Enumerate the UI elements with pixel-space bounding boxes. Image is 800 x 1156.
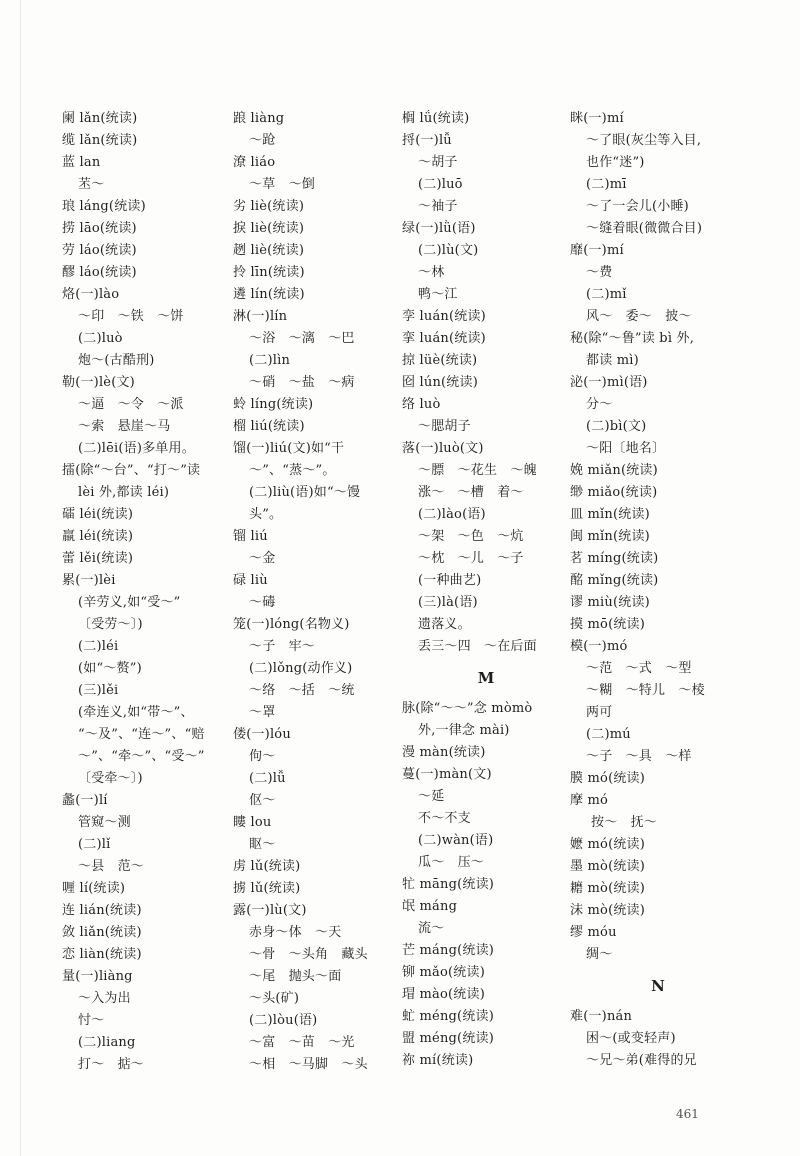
- entry-headword: 氓 máng: [402, 899, 458, 914]
- entry-line: 丢三～四 ～在后面: [418, 639, 537, 654]
- entry-line: ～缝着眼(微微合目): [586, 221, 703, 236]
- entry-line: ～林: [418, 265, 445, 280]
- entry-headword: 膜 mó(统读): [570, 771, 646, 786]
- column-4: [570, 108, 746, 1072]
- entry-headword: 耱 mò(统读): [570, 881, 646, 896]
- entry-headword: 捞 lāo(统读): [62, 221, 137, 236]
- entry-line: (二)mú: [586, 727, 631, 742]
- entry-headword: 沫 mò(统读): [570, 903, 646, 918]
- entry-line: 鸭～江: [418, 287, 458, 302]
- entry-headword: 铆 mǎo(统读): [402, 965, 485, 980]
- entry-headword: 阑 lǎn(统读): [62, 111, 138, 126]
- entry-line: ～腮胡子: [418, 419, 471, 434]
- entry-line: ～索 悬崖～马: [78, 419, 171, 434]
- entry-line: ～络 ～括 ～统: [249, 683, 355, 698]
- entry-line: ～相 ～马脚 ～头: [249, 1057, 368, 1072]
- entry-line: 按～ 抚～: [591, 815, 658, 830]
- entry-line: (二)lǚ: [249, 771, 286, 786]
- entry-headword: 捋(一)lǚ: [402, 133, 452, 148]
- entry-headword: 酩 mǐng(统读): [570, 573, 659, 588]
- entry-line: ～金: [249, 551, 276, 566]
- entry-line: ～胡子: [418, 155, 458, 170]
- entry-headword: 蕾 lěi(统读): [62, 551, 134, 566]
- entry-line: 管窥～测: [78, 815, 131, 830]
- entry-line: 炮～(古酷刑): [78, 353, 155, 368]
- entry-headword: 馏(一)liú(文)如“干: [233, 441, 345, 456]
- entry-line: ～逼 ～令 ～派: [78, 397, 184, 412]
- entry-line: (二)lǒng(动作义): [249, 661, 353, 676]
- entry-headword: 墨 mò(统读): [570, 859, 646, 874]
- entry-headword: 量(一)liàng: [62, 969, 133, 984]
- entry-headword: 榴 liú(统读): [233, 419, 305, 434]
- entry-line: 风～ 委～ 披～: [586, 309, 692, 324]
- entry-line: ～膘 ～花生 ～魄: [418, 463, 537, 478]
- entry-line: (二)liù(语)如“～馒: [249, 485, 361, 500]
- entry-headword: 盟 méng(统读): [402, 1031, 494, 1046]
- entry-line: (一种曲艺): [418, 573, 482, 588]
- entry-line: ～”、“牵～”、“受～”: [78, 749, 205, 764]
- entry-line: 瓜～ 压～: [418, 855, 485, 870]
- column-1: [62, 108, 230, 1076]
- entry-headword: 缈 miǎo(统读): [570, 485, 658, 500]
- entry-line: ～了一会儿(小睡): [586, 199, 689, 214]
- entry-line: ～入为出: [78, 991, 131, 1006]
- entry-line: (二)liang: [78, 1035, 136, 1050]
- entry-line: (二)luō: [418, 177, 463, 192]
- entry-headword: 遴 lín(统读): [233, 287, 305, 302]
- entry-headword: 露(一)lù(文): [233, 903, 307, 918]
- entry-headword: 囵 lún(统读): [402, 375, 478, 390]
- entry-line: (如“～赘”): [78, 661, 142, 676]
- entry-headword: 皿 mǐn(统读): [570, 507, 650, 522]
- entry-headword: 笼(一)lóng(名物义): [233, 617, 350, 632]
- entry-line: ～头(矿): [249, 991, 300, 1006]
- entry-line: (二)lēi(语)多单用。: [78, 441, 195, 456]
- page-number: 461: [676, 1107, 699, 1121]
- entry-line: (辛劳义,如“受～”: [78, 595, 181, 610]
- entry-headword: 摸 mō(统读): [570, 617, 646, 632]
- entry-line: 忖～: [78, 1013, 105, 1028]
- entry-headword: 孪 luán(统读): [402, 309, 486, 324]
- entry-headword: 榈 lǘ(统读): [402, 111, 470, 126]
- entry-headword: 潦 liáo: [233, 155, 276, 170]
- entry-line: ～富 ～苗 ～光: [249, 1035, 355, 1050]
- entry-headword: 谬 miù(统读): [570, 595, 650, 610]
- entry-line: lèi 外,都读 léi): [78, 485, 170, 500]
- entry-headword: 瑁 mào(统读): [402, 987, 485, 1002]
- entry-line: ～跄: [249, 133, 276, 148]
- entry-headword: 捩 liè(统读): [233, 221, 305, 236]
- entry-line: 打～ 掂～: [78, 1057, 145, 1072]
- entry-headword: 掠 lüè(统读): [402, 353, 478, 368]
- entry-headword: 醪 láo(统读): [62, 265, 137, 280]
- entry-line: ～碡: [249, 595, 276, 610]
- entry-line: (二)lìn: [249, 353, 291, 368]
- entry-headword: 绿(一)lǜ(语): [402, 221, 476, 236]
- entry-line: “～及”、“连～”、“赔: [78, 727, 205, 742]
- entry-headword: 闽 mǐn(统读): [570, 529, 650, 544]
- entry-headword: 烙(一)lào: [62, 287, 120, 302]
- entry-line: 苤～: [78, 177, 105, 192]
- entry-headword: 脉(除“～～”念 mòmò: [402, 701, 533, 716]
- entry-line: 两可: [586, 705, 613, 720]
- entry-line: (二)lù(文): [418, 243, 479, 258]
- entry-headword: 缆 lǎn(统读): [62, 133, 138, 148]
- entry-line: ～硝 ～盐 ～病: [249, 375, 355, 390]
- entry-line: ～阳〔地名〕: [586, 441, 666, 456]
- entry-line: ～架 ～色 ～炕: [418, 529, 524, 544]
- entry-line: 赤身～体 ～天: [249, 925, 342, 940]
- entry-line: 外,一律念 mài): [418, 723, 510, 738]
- entry-line: 也作“迷”): [586, 155, 645, 170]
- entry-line: (二)bì(文): [586, 419, 647, 434]
- entry-line: (三)là(语): [418, 595, 478, 610]
- entry-line: (二)léi: [78, 639, 119, 654]
- entry-headword: 蔓(一)màn(文): [402, 767, 492, 782]
- entry-headword: 虻 méng(统读): [402, 1009, 494, 1024]
- entry-headword: 羸 léi(统读): [62, 529, 134, 544]
- entry-headword: 擂(除“～台”、“打～”读: [62, 463, 201, 478]
- entry-headword: 挛 luán(统读): [402, 331, 486, 346]
- entry-line: ～浴 ～漓 ～巴: [249, 331, 355, 346]
- entry-headword: 敛 liǎn(统读): [62, 925, 142, 940]
- entry-headword: 累(一)lèi: [62, 573, 116, 588]
- entry-headword: 络 luò: [402, 397, 441, 412]
- entry-line: 涨～ ～槽 着～: [418, 485, 524, 500]
- entry-headword: 娩 miǎn(统读): [570, 463, 658, 478]
- entry-headword: 落(一)luò(文): [402, 441, 484, 456]
- entry-line: ～延: [418, 789, 445, 804]
- entry-headword: 掳 lǔ(统读): [233, 881, 301, 896]
- entry-line: 绸～: [586, 947, 613, 962]
- entry-headword: 瞜 lou: [233, 815, 272, 830]
- entry-line: ～了眼(灰尘等入目,: [586, 133, 702, 148]
- entry-headword: 劳 láo(统读): [62, 243, 137, 258]
- entry-headword: 祢 mí(统读): [402, 1053, 474, 1068]
- entry-headword: 勒(一)lè(文): [62, 375, 135, 390]
- entry-headword: 芒 máng(统读): [402, 943, 495, 958]
- entry-line: ～罩: [249, 705, 276, 720]
- entry-line: ～糊 ～特儿 ～棱: [586, 683, 705, 698]
- entry-headword: 蠡(一)lí: [62, 793, 108, 808]
- entry-headword: 礌 léi(统读): [62, 507, 134, 522]
- section-heading: N: [651, 977, 665, 995]
- entry-line: ～草 ～倒: [249, 177, 316, 192]
- section-heading: M: [477, 669, 495, 687]
- entry-line: ～印 ～铁 ～饼: [78, 309, 184, 324]
- entry-headword: 难(一)nán: [570, 1009, 633, 1024]
- entry-line: ～枕 ～儿 ～子: [418, 551, 524, 566]
- entry-line: (二)lǐ: [78, 837, 111, 852]
- entry-headword: 碌 liù: [233, 573, 268, 588]
- entry-line: ～费: [586, 265, 613, 280]
- entry-line: (二)lào(语): [418, 507, 486, 522]
- entry-headword: 踉 liàng: [233, 111, 285, 126]
- entry-line: (二)wàn(语): [418, 833, 494, 848]
- entry-headword: 嬷 mó(统读): [570, 837, 646, 852]
- entry-line: (二)lòu(语): [249, 1013, 318, 1028]
- entry-headword: 趔 liè(统读): [233, 243, 305, 258]
- entry-line: 眍～: [249, 837, 276, 852]
- entry-line: (牵连义,如“带～”、: [78, 705, 194, 720]
- entry-headword: 拎 līn(统读): [233, 265, 305, 280]
- entry-line: (二)mǐ: [586, 287, 627, 302]
- entry-headword: 喱 lí(统读): [62, 881, 126, 896]
- entry-line: 分～: [586, 397, 613, 412]
- entry-line: 〔受牵～〕): [78, 771, 143, 786]
- entry-headword: 虏 lǔ(统读): [233, 859, 301, 874]
- entry-line: (二)mī: [586, 177, 627, 192]
- entry-headword: 模(一)mó: [570, 639, 628, 654]
- entry-line: ～”、“蒸～”。: [249, 463, 336, 478]
- page-edge: [20, 0, 21, 1156]
- entry-line: ～子 牢～: [249, 639, 316, 654]
- entry-line: 流～: [418, 921, 445, 936]
- entry-line: (二)luò: [78, 331, 123, 346]
- entry-headword: 恋 liàn(统读): [62, 947, 142, 962]
- entry-line: ～袖子: [418, 199, 458, 214]
- column-2: [233, 108, 401, 1076]
- entry-headword: 蓝 lan: [62, 155, 101, 170]
- entry-headword: 泌(一)mì(语): [570, 375, 648, 390]
- entry-headword: 镏 liú: [233, 529, 268, 544]
- entry-line: 困～(或变轻声): [586, 1031, 676, 1046]
- entry-headword: 牤 māng(统读): [402, 877, 495, 892]
- column-3: [402, 108, 570, 1072]
- entry-line: (三)lěi: [78, 683, 119, 698]
- entry-headword: 眯(一)mí: [570, 111, 624, 126]
- entry-headword: 偻(一)lóu: [233, 727, 291, 742]
- entry-headword: 摩 mó: [570, 793, 609, 808]
- entry-line: 伛～: [249, 793, 276, 808]
- entry-headword: 蛉 líng(统读): [233, 397, 314, 412]
- entry-line: 遗落义。: [418, 617, 471, 632]
- entry-headword: 缪 móu: [570, 925, 617, 940]
- entry-line: ～子 ～具 ～样: [586, 749, 692, 764]
- entry-headword: 劣 liè(统读): [233, 199, 305, 214]
- entry-line: 不～不支: [418, 811, 471, 826]
- entry-line: ～骨 ～头角 藏头: [249, 947, 368, 962]
- entry-headword: 靡(一)mí: [570, 243, 624, 258]
- entry-line: ～尾 抛头～面: [249, 969, 342, 984]
- entry-line: 头”。: [249, 507, 283, 522]
- entry-headword: 漫 màn(统读): [402, 745, 486, 760]
- entry-headword: 秘(除“～鲁”读 bì 外,: [570, 331, 695, 346]
- entry-line: 〔受劳～〕): [78, 617, 143, 632]
- entry-headword: 琅 láng(统读): [62, 199, 146, 214]
- entry-line: ～兄～弟(难得的兄: [586, 1053, 697, 1068]
- entry-line: ～县 范～: [78, 859, 145, 874]
- entry-headword: 连 lián(统读): [62, 903, 142, 918]
- entry-headword: 淋(一)lín: [233, 309, 288, 324]
- entry-line: 佝～: [249, 749, 276, 764]
- entry-headword: 茗 míng(统读): [570, 551, 659, 566]
- entry-line: 都读 mì): [586, 353, 639, 368]
- entry-line: ～范 ～式 ～型: [586, 661, 692, 676]
